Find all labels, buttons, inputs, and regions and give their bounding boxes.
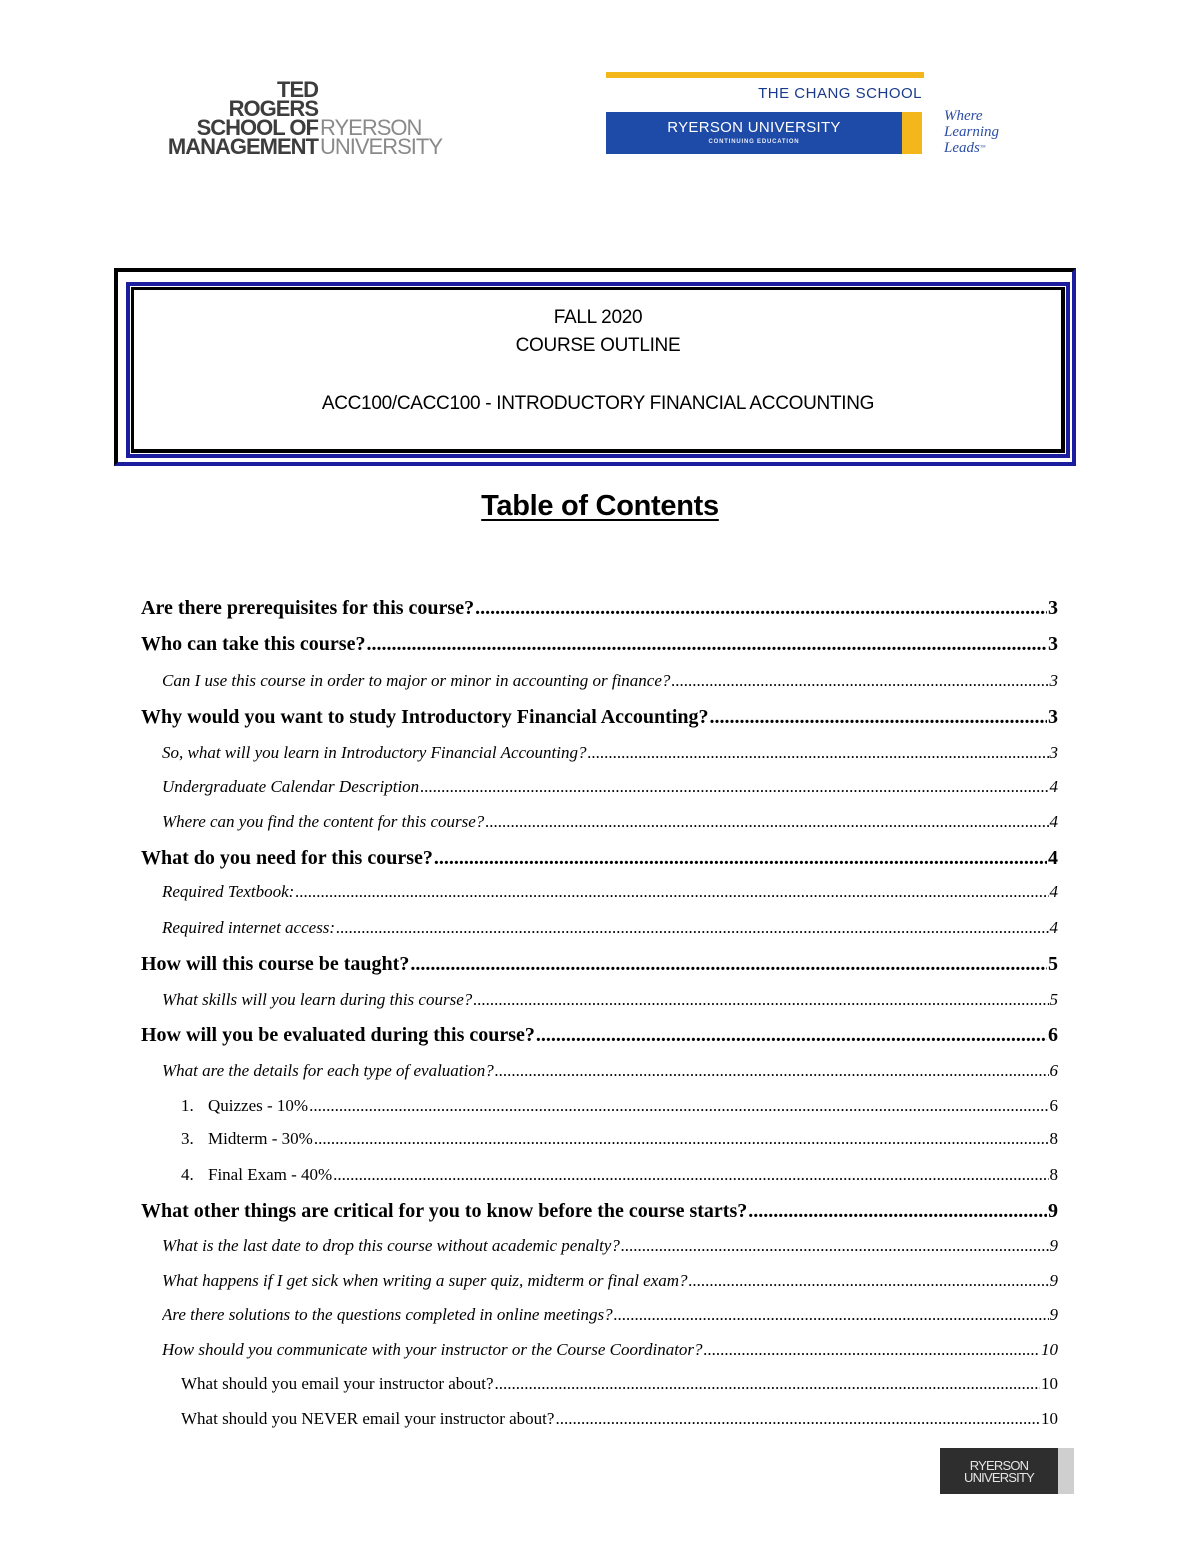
toc-entry-page: 9: [1048, 1200, 1058, 1222]
toc-entry-page: 10: [1041, 1340, 1058, 1359]
toc-entry-title: Are there solutions to the questions completed in online meetings?: [162, 1305, 613, 1324]
toc-entry[interactable]: [162, 776, 1058, 798]
toc-dot-leader: [366, 631, 1047, 657]
toc-entry-page: 10: [1041, 1374, 1058, 1393]
toc-dot-leader: [621, 1235, 1049, 1257]
trademark-icon: ™: [979, 145, 986, 151]
term-label: FALL 2020: [553, 307, 643, 328]
trsm-logo-university: UNIVERSITY: [320, 134, 443, 159]
toc-entry[interactable]: [162, 1060, 1058, 1082]
toc-dot-leader: [536, 1022, 1047, 1048]
footer-logo-line: RYERSON: [969, 1458, 1029, 1473]
toc-entry[interactable]: [162, 917, 1058, 939]
toc-entry-title: What skills will you learn during this course?: [162, 990, 473, 1009]
toc-dot-leader: [309, 1095, 1048, 1117]
toc-dot-leader: [314, 1128, 1049, 1150]
toc-entry-page: 9: [1049, 1236, 1058, 1255]
toc-entry[interactable]: [162, 742, 1058, 764]
toc-entry-title: What do you need for this course?: [141, 847, 433, 869]
trsm-logo-line: ROGERS: [228, 96, 318, 121]
toc-dot-leader: [333, 1164, 1048, 1186]
toc-entry[interactable]: [181, 1164, 1058, 1186]
toc-entry[interactable]: [141, 631, 1058, 657]
toc-entry-number: 4.: [181, 1165, 194, 1184]
toc-entry-title: What are the details for each type of evaluation?: [162, 1061, 494, 1080]
chang-logo-title: THE CHANG SCHOOL: [758, 85, 922, 102]
toc-entry-page: 3: [1048, 597, 1058, 619]
toc-entry-title: Final Exam - 40%: [208, 1165, 333, 1184]
toc-entry-title: Why would you want to study Introductory Financial Accounting?: [141, 706, 709, 728]
toc-entry-title: Midterm - 30%: [208, 1129, 313, 1148]
toc-dot-leader: [336, 917, 1048, 939]
toc-entry-title: So, what will you learn in Introductory Financial Accounting?: [162, 743, 587, 762]
chang-logo-subtitle: CONTINUING EDUCATION: [708, 139, 800, 145]
toc-entry-page: 4: [1048, 847, 1058, 869]
toc-entry-title: Quizzes - 10%: [208, 1096, 309, 1115]
chang-logo-tagline: [944, 108, 1034, 156]
toc-entry[interactable]: [162, 1304, 1058, 1326]
toc-entry[interactable]: [181, 1373, 1058, 1395]
toc-entry[interactable]: [141, 1198, 1058, 1224]
toc-entry[interactable]: [162, 989, 1058, 1011]
toc-entry-page: 4: [1049, 882, 1058, 901]
toc-entry-page: 3: [1048, 633, 1058, 655]
toc-dot-leader: [555, 1408, 1040, 1430]
toc-entry[interactable]: [162, 670, 1058, 692]
toc-entry-page: 4: [1049, 777, 1058, 796]
toc-entry-page: 4: [1049, 918, 1058, 937]
toc-entry-page: 4: [1049, 812, 1058, 831]
toc-dot-leader: [434, 845, 1047, 871]
trsm-logo-line: TED: [277, 77, 318, 102]
toc-entry-title: What happens if I get sick when writing a super quiz, midterm or final exam?: [162, 1271, 688, 1290]
trsm-logo-row: [150, 134, 470, 159]
trsm-logo-ryerson: RYERSON: [320, 115, 422, 140]
toc-dot-leader: [485, 811, 1048, 833]
toc-entry-page: 9: [1049, 1305, 1058, 1324]
toc-entry-page: 6: [1049, 1061, 1058, 1080]
toc-entry-title: What is the last date to drop this course without academic penalty?: [162, 1236, 620, 1255]
toc-entry-page: 9: [1049, 1271, 1058, 1290]
footer-logo-edge: [1058, 1448, 1074, 1494]
toc-dot-leader: [420, 776, 1048, 798]
toc-entry-title: What should you email your instructor about?: [181, 1374, 494, 1393]
toc-dot-leader: [710, 704, 1048, 730]
toc-entry-page: 6: [1048, 1024, 1058, 1046]
toc-entry[interactable]: [162, 881, 1058, 903]
toc-entry-number: 3.: [181, 1129, 194, 1148]
toc-entry[interactable]: [181, 1095, 1058, 1117]
chang-school-logo: [604, 72, 1028, 160]
chang-logo-university: RYERSON UNIVERSITY: [667, 119, 841, 136]
toc-dot-leader: [614, 1304, 1049, 1326]
toc-entry-number: 1.: [181, 1096, 194, 1115]
toc-dot-leader: [295, 881, 1048, 903]
toc-dot-leader: [704, 1339, 1040, 1361]
toc-entry[interactable]: [162, 811, 1058, 833]
footer-logo-line: UNIVERSITY: [963, 1470, 1034, 1485]
toc-entry-page: 6: [1049, 1096, 1058, 1115]
toc-entry-title: Where can you find the content for this course?: [162, 812, 485, 831]
toc-entry-page: 3: [1049, 743, 1058, 762]
trsm-logo-line: MANAGEMENT: [167, 134, 318, 159]
toc-entry-page: 5: [1048, 953, 1058, 975]
document-type: COURSE OUTLINE: [515, 335, 681, 356]
footer-ryerson-logo: [940, 1448, 1074, 1494]
toc-entry-title: What should you NEVER email your instructor about?: [181, 1409, 555, 1428]
toc-entry-title: Undergraduate Calendar Description: [162, 777, 420, 796]
toc-entry[interactable]: [181, 1128, 1058, 1150]
toc-heading: Table of Contents: [481, 490, 719, 522]
toc-dot-leader: [495, 1060, 1049, 1082]
trsm-logo: [150, 77, 470, 164]
toc-entry[interactable]: [181, 1408, 1058, 1430]
toc-entry-title: Required Textbook:: [162, 882, 295, 901]
toc-entry[interactable]: [162, 1235, 1058, 1257]
toc-entry-title: Required internet access:: [162, 918, 336, 937]
toc-entry-page: 5: [1049, 990, 1058, 1009]
toc-dot-leader: [748, 1198, 1047, 1224]
course-title: ACC100/CACC100 - INTRODUCTORY FINANCIAL ACCOUNTING: [321, 393, 875, 414]
chang-logo-accent-bar: [606, 72, 924, 78]
toc-entry-page: 10: [1041, 1409, 1058, 1428]
toc-entry[interactable]: [141, 845, 1058, 871]
toc-entry-page: 3: [1048, 706, 1058, 728]
chang-tagline-line: Learning: [944, 124, 1000, 140]
chang-tagline-line: Where: [944, 108, 983, 124]
toc-entry-title: What other things are critical for you to know before the course starts?: [141, 1200, 748, 1222]
toc-entry-page: 3: [1049, 671, 1058, 690]
chang-logo-band: [606, 112, 922, 154]
toc-dot-leader: [475, 595, 1047, 621]
toc-entry[interactable]: [141, 1022, 1058, 1048]
toc-dot-leader: [473, 989, 1048, 1011]
toc-entry[interactable]: [141, 951, 1058, 977]
toc-entry-title: How will this course be taught?: [141, 953, 410, 975]
toc-entry-title: Can I use this course in order to major or minor in accounting or finance?: [162, 671, 671, 690]
toc-entry[interactable]: [162, 1339, 1058, 1361]
toc-dot-leader: [495, 1373, 1040, 1395]
toc-dot-leader: [588, 742, 1049, 764]
toc-entry[interactable]: [162, 1270, 1058, 1292]
toc-entry[interactable]: [141, 704, 1058, 730]
toc-entry-title: Who can take this course?: [141, 633, 366, 655]
chang-tagline-line: Leads™: [944, 140, 986, 156]
toc-entry-page: 8: [1049, 1129, 1058, 1148]
toc-dot-leader: [671, 670, 1048, 692]
toc-entry-title: How will you be evaluated during this course?: [141, 1024, 535, 1046]
toc-dot-leader: [410, 951, 1047, 977]
toc-entry-title: Are there prerequisites for this course?: [141, 597, 475, 619]
footer-logo-text: [940, 1460, 1058, 1484]
toc-entry-title: How should you communicate with your instructor or the Course Coordinator?: [162, 1340, 703, 1359]
toc-entry[interactable]: [141, 595, 1058, 621]
toc-entry-page: 8: [1049, 1165, 1058, 1184]
toc-dot-leader: [689, 1270, 1049, 1292]
trsm-logo-line: SCHOOL OF: [196, 115, 318, 140]
